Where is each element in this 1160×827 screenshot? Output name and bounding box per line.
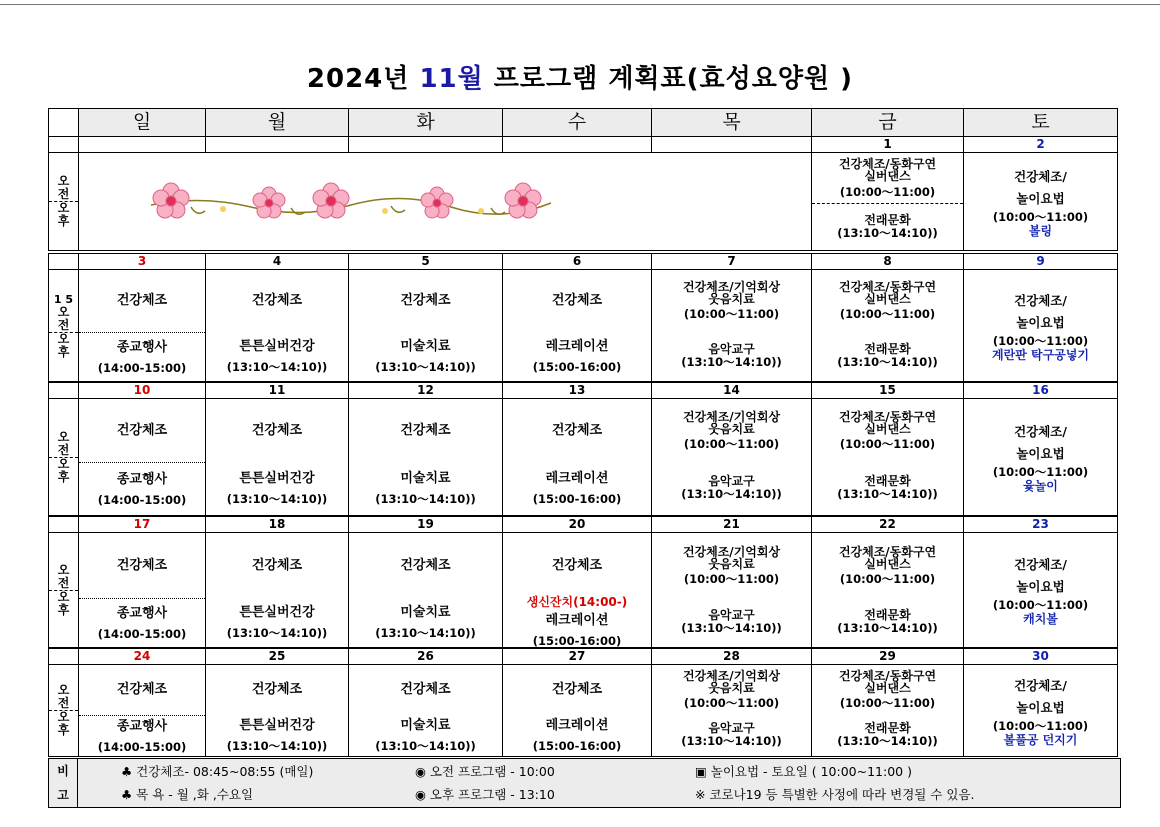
date-cell: 19 — [349, 516, 503, 533]
ampm-label: 오 전 오 후 — [49, 399, 79, 517]
sat-program: 건강체조/ 놀이요법 (10:00～11:00) 계란판 탁구공넣기 — [964, 270, 1118, 383]
date-cell: 9 — [964, 254, 1118, 270]
week2-program-row — [49, 270, 1118, 383]
date-cell: 26 — [349, 648, 503, 665]
date-cell: 25 — [206, 648, 349, 665]
date-cell: 14 — [652, 382, 812, 399]
date-cell: 5 — [349, 254, 503, 270]
date-cell: 30 — [964, 648, 1118, 665]
date-cell: 24 — [79, 648, 206, 665]
note-bath: ♣ 목 욕 - 월 ,화 ,수요일 — [121, 787, 254, 802]
mon-program: 건강체조 튼튼실버건강 (13:10～14:10)) — [206, 399, 349, 517]
note-pm-program: ◉ 오후 프로그램 - 13:10 — [415, 787, 555, 802]
date-cell: 11 — [206, 382, 349, 399]
week3-program-row — [49, 399, 1118, 517]
note-health: ♣ 건강체조- 08:45~08:55 (매일) — [121, 764, 314, 779]
thu-program: 건강체조/기억회상 웃음치료 (10:00～11:00) 음악교구 (13:10～14:10)) — [652, 399, 812, 517]
tue-program: 건강체조 미술치료 (13:10～14:10)) — [349, 270, 503, 383]
fri-program: 건강체조/동화구연 실버댄스 (10:00～11:00) 전래문화 (13:10～14:10)) — [812, 533, 964, 649]
date-cell: 16 — [964, 382, 1118, 399]
date-cell: 29 — [812, 648, 964, 665]
header-thu: 목 — [652, 109, 812, 137]
flower-decoration — [79, 153, 812, 251]
date-cell: 27 — [503, 648, 652, 665]
header-mon: 월 — [206, 109, 349, 137]
page-title: 2024년 11월 프로그램 계획표(효성요양원 ) — [306, 64, 854, 94]
weekday-header — [49, 109, 1118, 137]
fri-program: 건강체조/동화구연 실버댄스 (10:00～11:00) 전래문화 (13:10～14:10)) — [812, 399, 964, 517]
date-2: 2 — [964, 137, 1118, 153]
ampm-label: 오 전 오 후 — [49, 533, 79, 649]
week3-date-row — [49, 382, 1118, 399]
week4-program-row — [49, 533, 1118, 649]
date-1: 1 — [812, 137, 964, 153]
wed-program: 건강체조 생신잔치(14:00-) 레크레이션 (15:00-16:00) — [503, 533, 652, 649]
date-cell: 21 — [652, 516, 812, 533]
sun-program: 건강체조 종교행사 (14:00-15:00) — [79, 270, 206, 383]
week1-program-row — [49, 153, 1118, 251]
date-cell: 8 — [812, 254, 964, 270]
title-month: 11월 — [419, 64, 484, 94]
week5-date-row — [49, 648, 1118, 665]
sat-2-program: 건강체조/ 놀이요법 (10:00～11:00) 볼링 — [964, 153, 1118, 251]
date-cell: 22 — [812, 516, 964, 533]
ampm-label: 1 5 오 전 오 후 — [49, 270, 79, 383]
date-cell: 7 — [652, 254, 812, 270]
sat-program: 건강체조/ 놀이요법 (10:00～11:00) 윷놀이 — [964, 399, 1118, 517]
date-cell: 6 — [503, 254, 652, 270]
week1-date-row — [49, 137, 1118, 153]
wed-program: 건강체조 레크레이션 (15:00-16:00) — [503, 270, 652, 383]
top-border — [0, 4, 1160, 5]
calendar-table — [48, 108, 1118, 251]
wed-program: 건강체조 레크레이션 (15:00-16:00) — [503, 399, 652, 517]
week2-date-row — [49, 254, 1118, 270]
notes-box — [48, 758, 1121, 808]
sat-program: 건강체조/ 놀이요법 (10:00～11:00) 캐치볼 — [964, 533, 1118, 649]
date-cell: 28 — [652, 648, 812, 665]
ampm-label: 오 전 오 후 — [49, 665, 79, 757]
header-corner — [49, 109, 79, 137]
date-cell: 10 — [79, 382, 206, 399]
thu-program: 건강체조/기억회상 웃음치료 (10:00～11:00) 음악교구 (13:10～14:10)) — [652, 270, 812, 383]
fri-1-program: 건강체조/동화구연 실버댄스 (10:00～11:00) 전래문화 (13:10～14:10)) — [812, 153, 964, 251]
date-cell: 15 — [812, 382, 964, 399]
fri-program: 건강체조/동화구연 실버댄스 (10:00～11:00) 전래문화 (13:10～14:10)) — [812, 270, 964, 383]
flower-garland-icon — [141, 177, 561, 227]
tue-program: 건강체조 미술치료 (13:10～14:10)) — [349, 665, 503, 757]
header-tue: 화 — [349, 109, 503, 137]
header-sat: 토 — [964, 109, 1118, 137]
tue-program: 건강체조 미술치료 (13:10～14:10)) — [349, 533, 503, 649]
date-cell: 4 — [206, 254, 349, 270]
calendar-weeks — [48, 253, 1118, 757]
header-sun: 일 — [79, 109, 206, 137]
header-wed: 수 — [503, 109, 652, 137]
date-cell: 3 — [79, 254, 206, 270]
mon-program: 건강체조 튼튼실버건강 (13:10～14:10)) — [206, 270, 349, 383]
thu-program: 건강체조/기억회상 웃음치료 (10:00～11:00) 음악교구 (13:10～14:10)) — [652, 665, 812, 757]
date-cell: 17 — [79, 516, 206, 533]
fri-program: 건강체조/동화구연 실버댄스 (10:00～11:00) 전래문화 (13:10～14:10)) — [812, 665, 964, 757]
week4-date-row — [49, 516, 1118, 533]
sun-program: 건강체조 종교행사 (14:00-15:00) — [79, 399, 206, 517]
note-covid: ※ 코로나19 등 특별한 사정에 따라 변경될 수 있음. — [695, 787, 975, 802]
date-cell: 18 — [206, 516, 349, 533]
notes-label: 비 고 — [49, 759, 78, 807]
ampm-label: 오 전 오 후 — [49, 153, 79, 251]
thu-program: 건강체조/기억회상 웃음치료 (10:00～11:00) 음악교구 (13:10～14:10)) — [652, 533, 812, 649]
sat-program: 건강체조/ 놀이요법 (10:00～11:00) 볼풀공 던지기 — [964, 665, 1118, 757]
mon-program: 건강체조 튼튼실버건강 (13:10～14:10)) — [206, 533, 349, 649]
note-am-program: ◉ 오전 프로그램 - 10:00 — [415, 764, 555, 779]
sun-program: 건강체조 종교행사 (14:00-15:00) — [79, 533, 206, 649]
note-play-therapy: ▣ 놀이요법 - 토요일 ( 10:00~11:00 ) — [695, 764, 912, 779]
sun-program: 건강체조 종교행사 (14:00-15:00) — [79, 665, 206, 757]
date-cell: 23 — [964, 516, 1118, 533]
wed-program: 건강체조 레크레이션 (15:00-16:00) — [503, 665, 652, 757]
week5-program-row — [49, 665, 1118, 757]
mon-program: 건강체조 튼튼실버건강 (13:10～14:10)) — [206, 665, 349, 757]
date-cell: 13 — [503, 382, 652, 399]
tue-program: 건강체조 미술치료 (13:10～14:10)) — [349, 399, 503, 517]
date-cell: 12 — [349, 382, 503, 399]
header-fri: 금 — [812, 109, 964, 137]
date-cell: 20 — [503, 516, 652, 533]
